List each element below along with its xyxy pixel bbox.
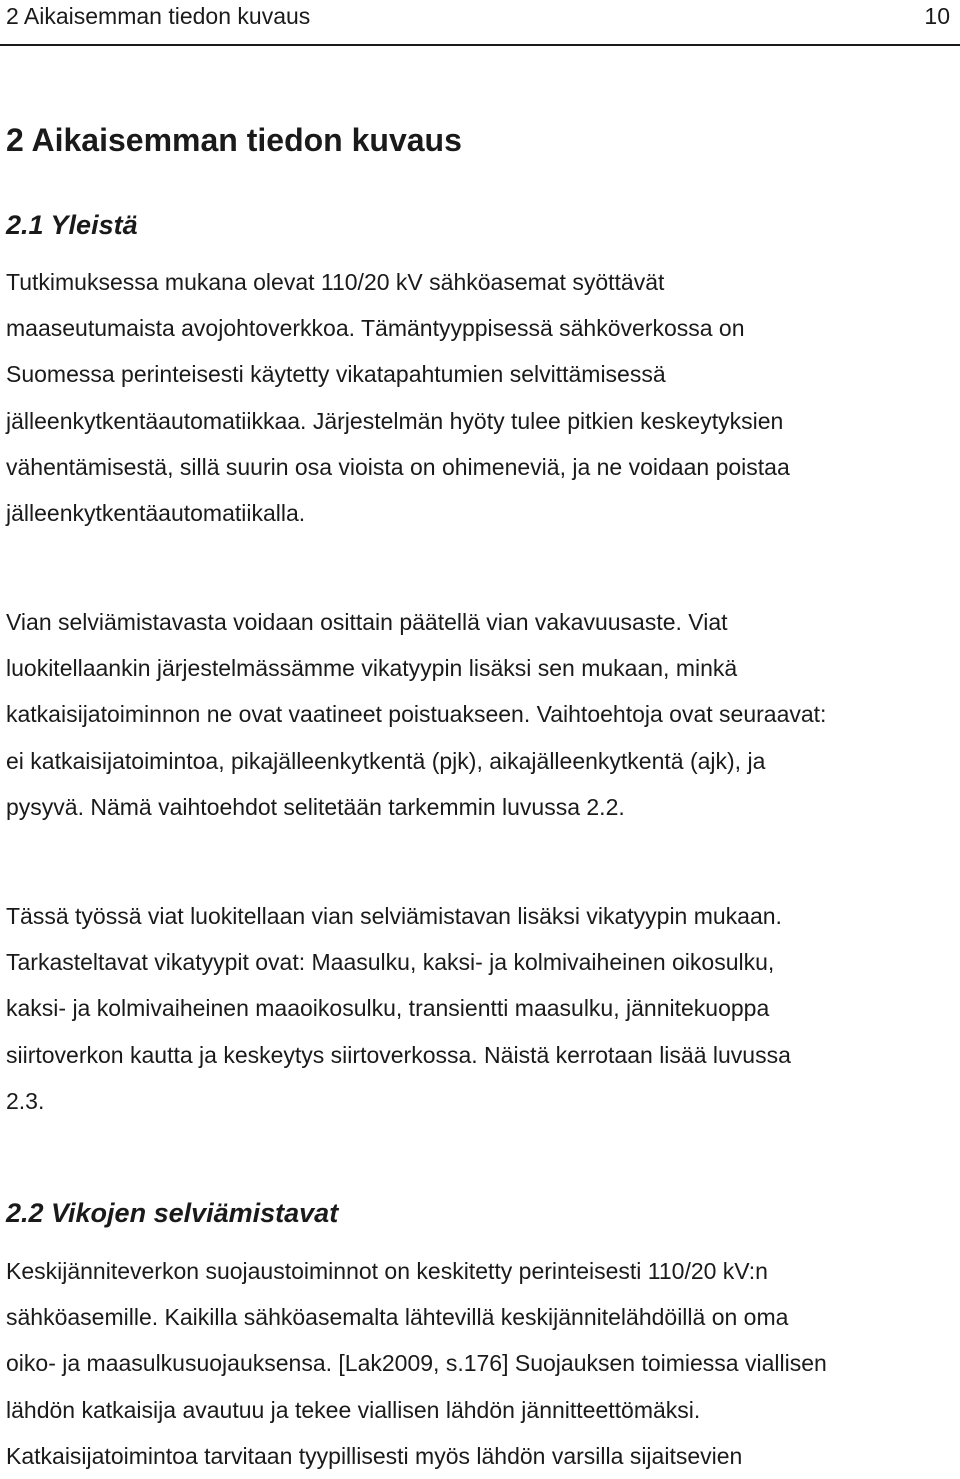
text-line: Vian selviämistavasta voidaan osittain päätellä vian vakavuusaste. Viat	[6, 609, 728, 635]
text-line: Katkaisijatoimintoa tarvitaan tyypillisesti myös lähdön varsilla sijaitsevien	[6, 1442, 743, 1469]
section-heading-2-1: 2.1 Yleistä	[6, 210, 138, 240]
text-line: maaseutumaista avojohtoverkkoa. Tämäntyyppisessä sähköverkossa on	[6, 315, 745, 342]
text-line: jälleenkytkentäautomatiikkaa. Järjestelmän hyöty tulee pitkien keskeytyksien	[6, 407, 784, 434]
paragraph-2-1-a	[6, 259, 956, 536]
text-line: pysyvä. Nämä vaihtoehdot selitetään tarkemmin luvussa 2.2.	[6, 793, 625, 820]
text-line: 2.3.	[6, 1087, 45, 1114]
text-line: sähköasemille. Kaikilla sähköasemalta lähtevillä keskijännitelähdöillä on oma	[6, 1304, 789, 1331]
running-header	[0, 0, 960, 46]
text-line: Tutkimuksessa mukana olevat 110/20 kV sähköasemat syöttävät	[6, 269, 665, 295]
text-line: luokitellaankin järjestelmässämme vikatyypin lisäksi sen mukaan, minkä	[6, 655, 738, 682]
section-heading-2-2: 2.2 Vikojen selviämistavat	[6, 1198, 339, 1228]
text-line: katkaisijatoiminnon ne ovat vaatineet poistuakseen. Vaihtoehtoja ovat seuraavat:	[6, 701, 827, 728]
text-line: jälleenkytkentäautomatiikalla.	[6, 500, 306, 527]
running-title: 2 Aikaisemman tiedon kuvaus	[6, 3, 311, 29]
chapter-heading: 2 Aikaisemman tiedon kuvaus	[6, 122, 462, 158]
text-line: oiko- ja maasulkusuojauksensa. [Lak2009, s.176] Suojauksen toimiessa viallisen	[6, 1350, 827, 1377]
paragraph-2-1-b	[6, 599, 956, 830]
text-line: Tarkasteltavat vikatyypit ovat: Maasulku, kaksi- ja kolmivaiheinen oikosulku,	[6, 949, 775, 976]
text-line: siirtoverkon kautta ja keskeytys siirtoverkossa. Näistä kerrotaan lisää luvussa	[6, 1041, 791, 1068]
text-line: ei katkaisijatoimintoa, pikajälleenkytkentä (pjk), aikajälleenkytkentä (ajk), ja	[6, 747, 766, 774]
text-line: Suomessa perinteisesti käytetty vikatapahtumien selvittämisessä	[6, 361, 666, 388]
text-line: lähdön katkaisija avautuu ja tekee viallisen lähdön jännitteettömäksi.	[6, 1396, 701, 1423]
text-line: vähentämisestä, sillä suurin osa vioista on ohimeneviä, ja ne voidaan poistaa	[6, 453, 790, 480]
header-divider	[0, 44, 960, 46]
page-number: 10	[924, 3, 950, 29]
paragraph-2-2-a	[6, 1248, 956, 1479]
text-line: kaksi- ja kolmivaiheinen maaoikosulku, transientti maasulku, jännitekuoppa	[6, 995, 770, 1022]
text-line: Keskijänniteverkon suojaustoiminnot on keskitetty perinteisesti 110/20 kV:n	[6, 1258, 768, 1284]
paragraph-2-1-c	[6, 893, 956, 1124]
text-line: Tässä työssä viat luokitellaan vian selviämistavan lisäksi vikatyypin mukaan.	[6, 903, 782, 929]
